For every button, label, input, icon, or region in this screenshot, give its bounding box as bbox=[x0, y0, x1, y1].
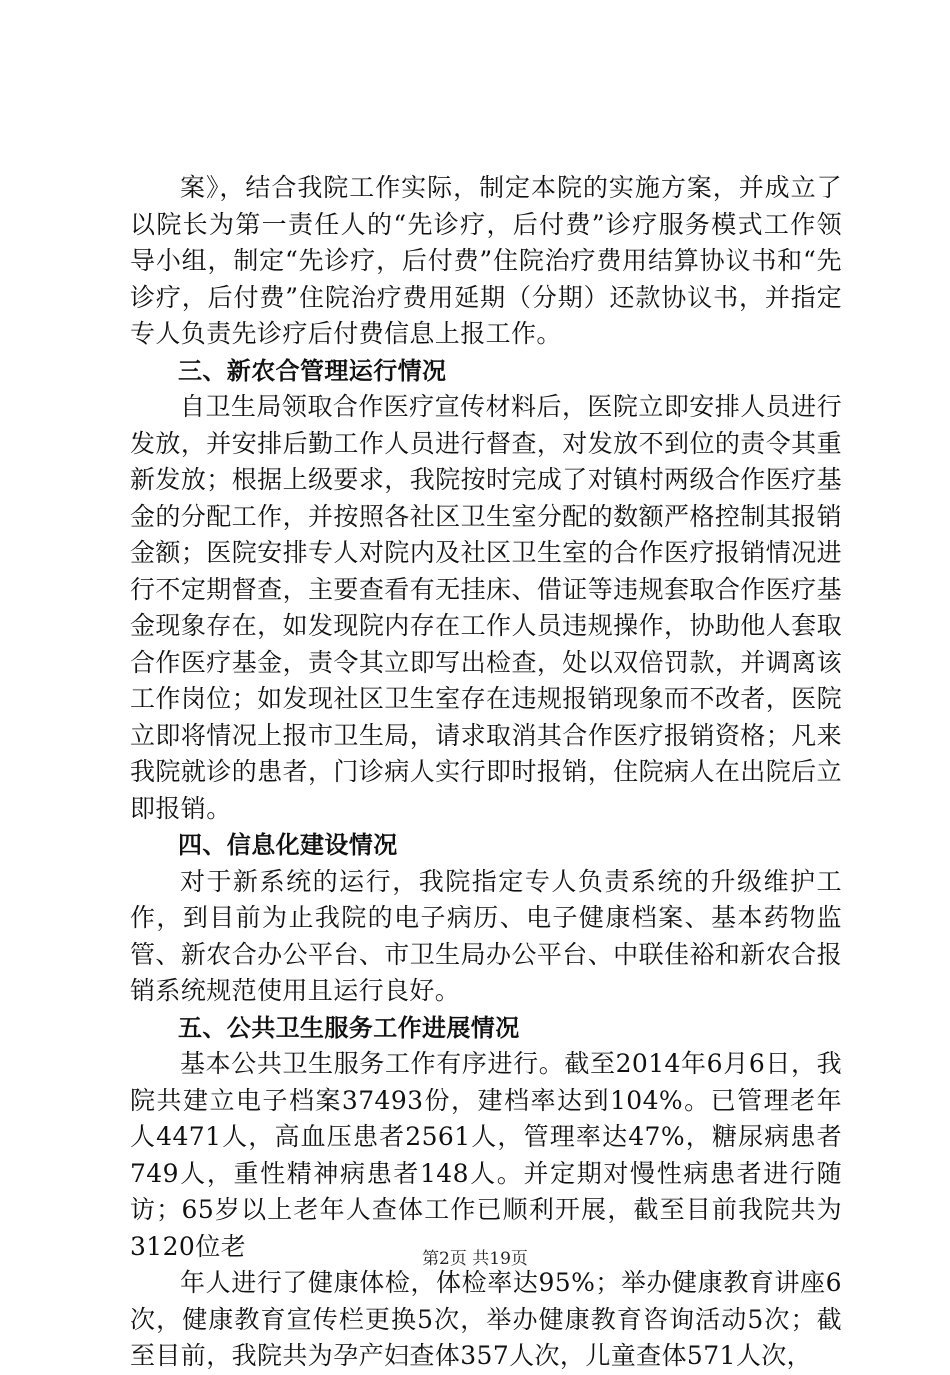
paragraph-health-checks: 年人进行了健康体检，体检率达95%；举办健康教育讲座6次，健康教育宣传栏更换5次，举办健康教育咨询活动5次；截至目前，我院共为孕产妇查体357人次，儿童查体571人次， bbox=[130, 1268, 842, 1370]
document-page bbox=[130, 170, 842, 1375]
paragraph-rural-cooperative: 自卫生局领取合作医疗宣传材料后，医院立即安排人员进行发放，并安排后勤工作人员进行督查，对发放不到位的责令其重新发放；根据上级要求，我院按时完成了对镇村两级合作医疗基金的分配工作，并按照各社区卫生室分配的数额严格控制其报销金额；医院安排专人对院内及社区卫生室的合作医疗报销情况进行不定期督查，主要查看有无挂床、借证等违规套取合作医疗基金现象存在，如发现院内存在工作人员违规操作，协助他人套取合作医疗基金，责令其立即写出检查，处以双倍罚款，并调离该工作岗位；如发现社区卫生室存在违规报销现象而不改者，医院立即将情况上报市卫生局，请求取消其合作医疗报销资格；凡来我院就诊的患者，门诊病人实行即时报销，住院病人在出院后立即报销。 bbox=[130, 392, 842, 823]
section-heading-4: 四、信息化建设情况 bbox=[178, 831, 398, 859]
paragraph-informatization: 对于新系统的运行，我院指定专人负责系统的升级维护工作，到目前为止我院的电子病历、电子健康档案、基本药物监管、新农合办公平台、市卫生局办公平台、中联佳裕和新农合报销系统规范使用且运行良好。 bbox=[130, 866, 842, 1005]
page-number-footer: 第2页 共19页 bbox=[422, 1249, 528, 1269]
section-heading-3: 三、新农合管理运行情况 bbox=[178, 356, 447, 385]
paragraph-implementation-plan: 案》，结合我院工作实际，制定本院的实施方案，并成立了以院长为第一责任人的“先诊疗，后付费”诊疗服务模式工作领导小组，制定“先诊疗，后付费”住院治疗费用结算协议书和“先诊疗，后付费”住院治疗费用延期（分期）还款协议书，并指定专人负责先诊疗后付费信息上报工作。 bbox=[130, 173, 842, 348]
section-heading-5: 五、公共卫生服务工作进展情况 bbox=[178, 1013, 520, 1042]
paragraph-public-health: 基本公共卫生服务工作有序进行。截至2014年6月6日，我院共建立电子档案37493份，建档率达到104%。已管理老年人4471人，高血压患者2561人，管理率达47%，糖尿病患者749人，重性精神病患者148人。并定期对慢性病患者进行随访；65岁以上老年人查体工作已顺利开展，截至目前我院共为3120位老 bbox=[130, 1049, 842, 1261]
